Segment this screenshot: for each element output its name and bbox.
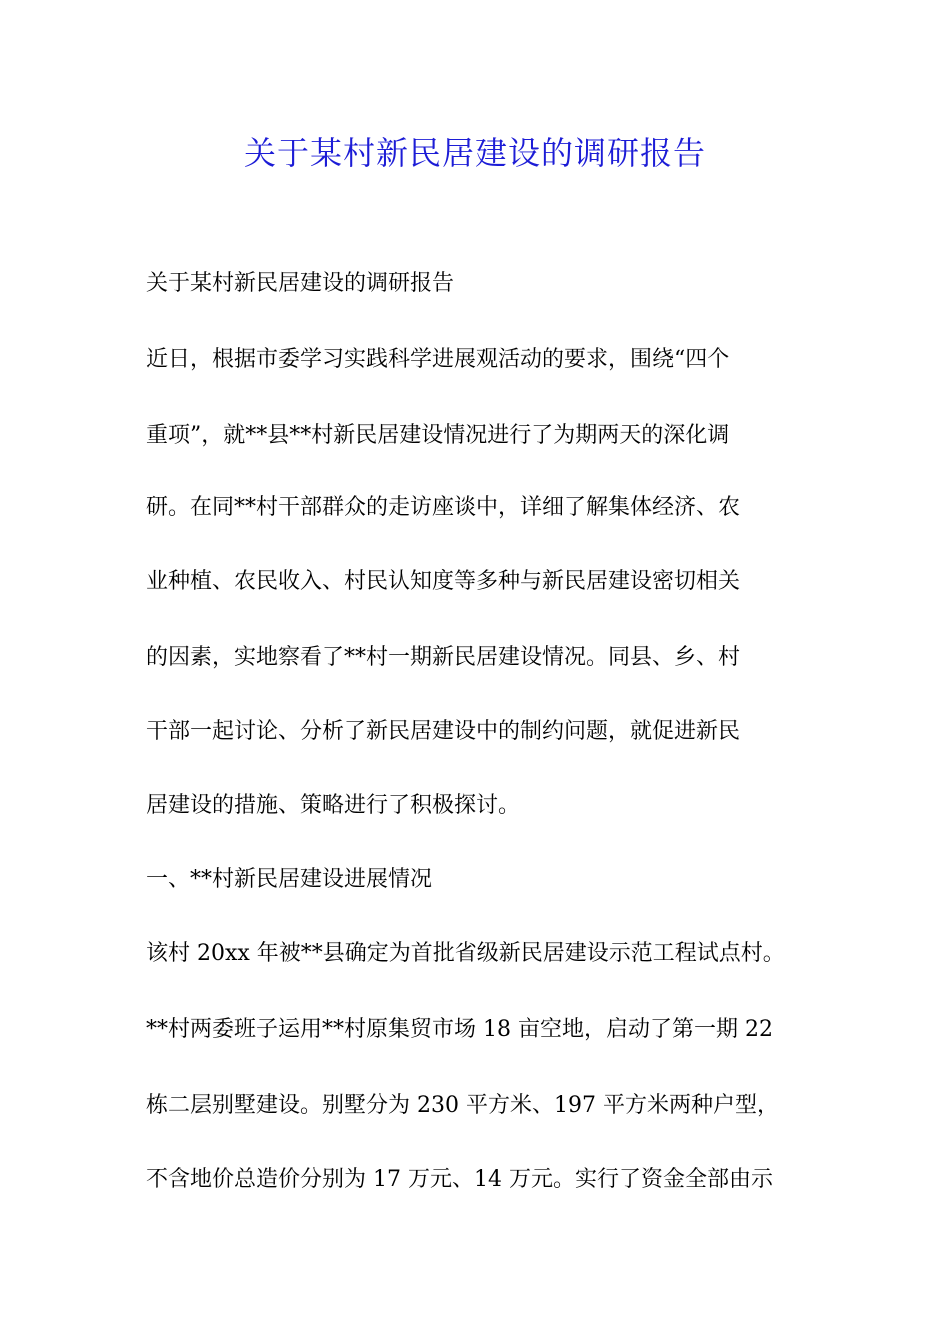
text-line: 干部一起讨论、分析了新民居建设中的制约问题，就促进新民 — [146, 719, 741, 744]
text-line: 不含地价总造价分别为 17 万元、14 万元。实行了资金全部由示 — [146, 1167, 773, 1192]
text-line: 该村 20xx 年被**县确定为首批省级新民居建设示范工程试点村。 — [146, 941, 785, 966]
document-title: 关于某村新民居建设的调研报告 — [243, 134, 706, 172]
text-line: 重项”，就**县**村新民居建设情况进行了为期两天的深化调 — [146, 423, 730, 448]
text-line: **村两委班子运用**村原集贸市场 18 亩空地，启动了第一期 22 — [146, 1017, 773, 1042]
text-line: 近日，根据市委学习实践科学进展观活动的要求，围绕“四个 — [146, 347, 730, 372]
text-line: 的因素，实地察看了**村一期新民居建设情况。同县、乡、村 — [146, 645, 741, 670]
text-line: 栋二层别墅建设。别墅分为 230 平方米、197 平方米两种户型， — [146, 1093, 779, 1118]
section-heading: 一、**村新民居建设进展情况 — [146, 867, 433, 892]
text-line: 业种植、农民收入、村民认知度等多种与新民居建设密切相关 — [146, 569, 741, 594]
text-line: 关于某村新民居建设的调研报告 — [146, 271, 455, 296]
text-line: 居建设的措施、策略进行了积极探讨。 — [146, 793, 521, 818]
text-line: 研。在同**村干部群众的走访座谈中，详细了解集体经济、农 — [146, 495, 741, 520]
